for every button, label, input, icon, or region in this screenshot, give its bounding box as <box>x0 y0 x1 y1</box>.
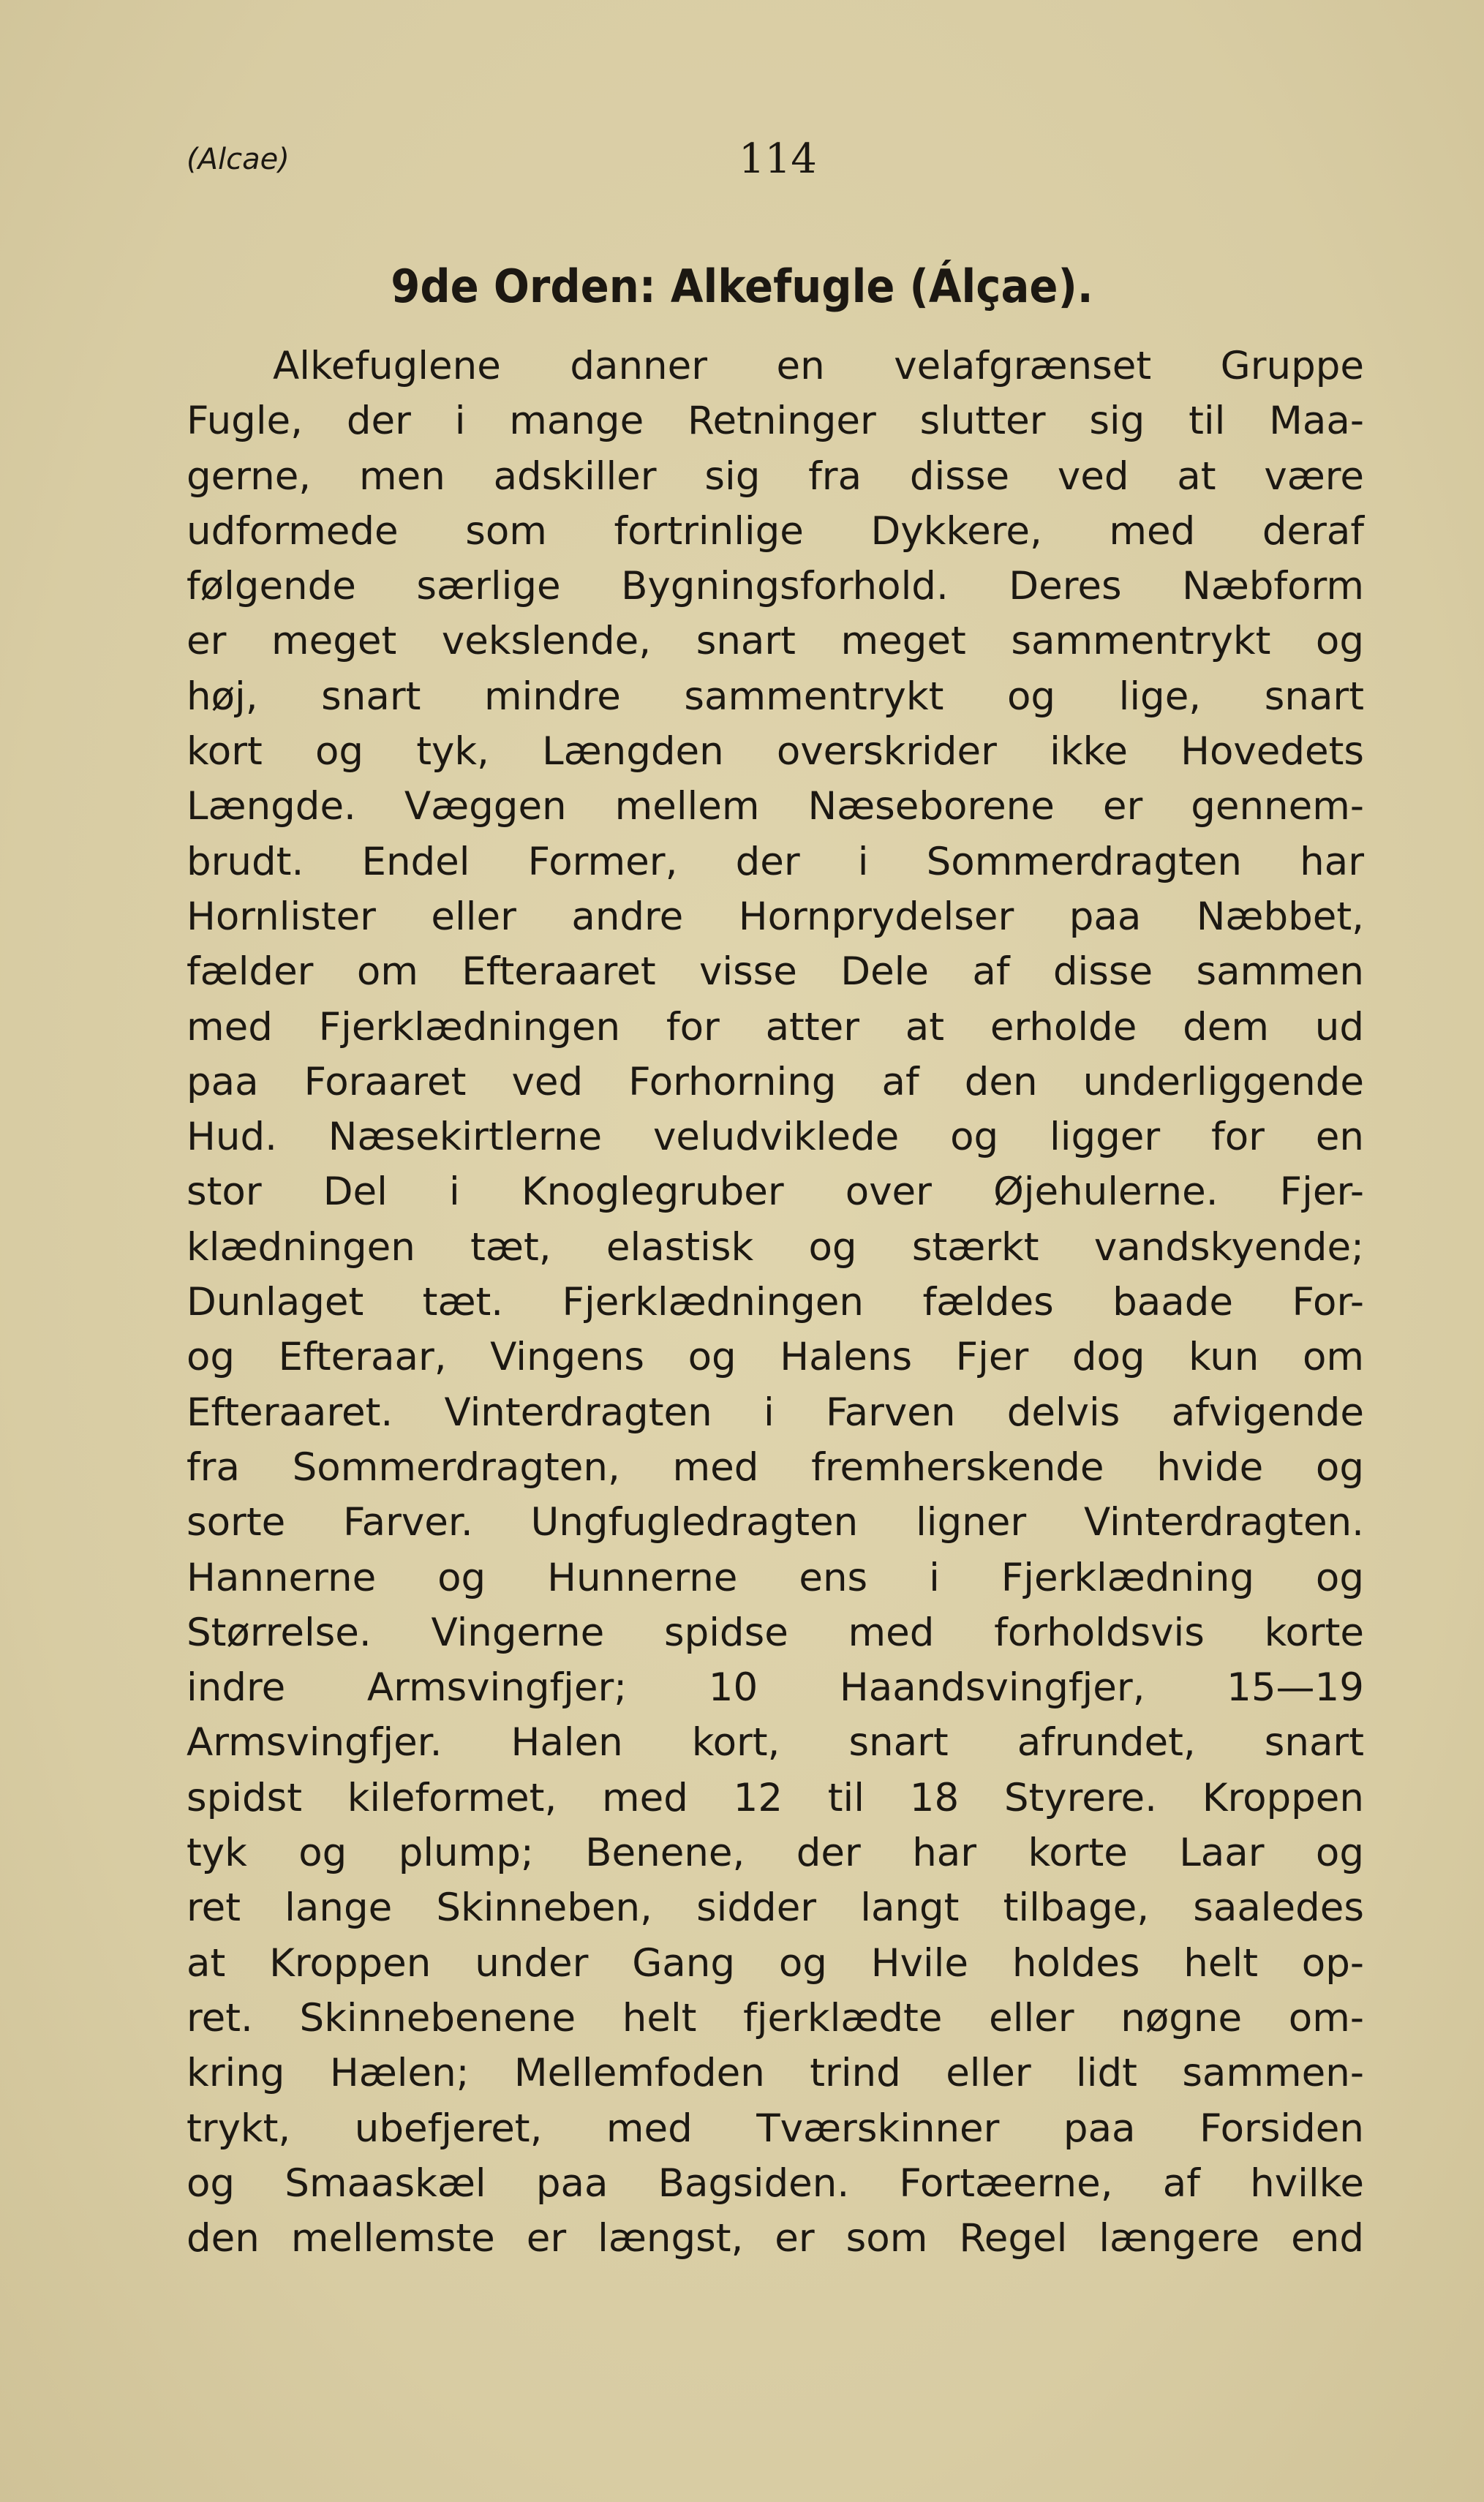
text-line: fra Sommerdragten, med fremherskende hvide og <box>187 1444 1364 1490</box>
text-line: brudt. Endel Former, der i Sommerdragten har <box>187 839 1364 884</box>
text-line: og Efteraar, Vingens og Halens Fjer dog kun om <box>187 1335 1364 1380</box>
text-line: trykt, ubefjeret, med Tværskinner paa Forsiden <box>187 2106 1364 2151</box>
text-line: og Smaaskæl paa Bagsiden. Fortæerne, af hvilke <box>187 2160 1364 2206</box>
text-line: ret lange Skinneben, sidder langt tilbage, saaledes <box>187 1885 1364 1931</box>
chapter-title: 9de Orden: Alkefugle (Álçae). <box>391 260 1093 313</box>
text-line: med Fjerklædningen for atter at erholde dem ud <box>187 1004 1364 1050</box>
text-line: fælder om Efteraaret visse Dele af disse sammen <box>187 949 1364 995</box>
text-line: Hornlister eller andre Hornprydelser paa Næbbet, <box>187 894 1364 939</box>
text-line: høj, snart mindre sammentrykt og lige, snart <box>187 674 1364 719</box>
text-line: Længde. Væggen mellem Næseborene er gennem- <box>187 784 1364 829</box>
page-number: 114 <box>739 135 817 183</box>
text-line: Alkefuglene danner en velafgrænset Gruppe <box>273 344 1364 388</box>
running-label: (Alcae) <box>187 143 290 176</box>
running-header <box>0 135 1484 186</box>
text-line: Armsvingfjer. Halen kort, snart afrundet, snart <box>187 1720 1364 1766</box>
text-line: Fugle, der i mange Retninger slutter sig til Maa- <box>187 399 1364 444</box>
text-line: Dunlaget tæt. Fjerklædningen fældes baade For- <box>187 1280 1364 1325</box>
text-line: den mellemste er længst, er som Regel længere end <box>187 2216 1364 2261</box>
text-line: at Kroppen under Gang og Hvile holdes helt op- <box>187 1940 1364 1986</box>
text-line: klædningen tæt, elastisk og stærkt vandskyende; <box>187 1224 1364 1270</box>
text-line: spidst kileformet, med 12 til 18 Styrere. Kroppen <box>187 1775 1364 1820</box>
text-line: Efteraaret. Vinterdragten i Farven delvis afvigende <box>187 1390 1364 1435</box>
text-line: er meget vekslende, snart meget sammentrykt og <box>187 619 1364 664</box>
text-line: indre Armsvingfjer; 10 Haandsvingfjer, 15—19 <box>187 1665 1364 1711</box>
text-line: ret. Skinnebenene helt fjerklædte eller nøgne om- <box>187 1995 1364 2041</box>
text-line: paa Foraaret ved Forhorning af den underliggende <box>187 1059 1364 1104</box>
text-line: Hud. Næsekirtlerne veludviklede og ligger for en <box>187 1115 1364 1160</box>
text-line: kort og tyk, Længden overskrider ikke Hovedets <box>187 729 1364 775</box>
text-line: Hannerne og Hunnerne ens i Fjerklædning og <box>187 1555 1364 1600</box>
text-line: udformede som fortrinlige Dykkere, med deraf <box>187 508 1364 554</box>
text-line: gerne, men adskiller sig fra disse ved at være <box>187 453 1364 499</box>
text-line: sorte Farver. Ungfugledragten ligner Vinterdragten. <box>187 1500 1364 1545</box>
text-line: stor Del i Knoglegruber over Øjehulerne. Fjer- <box>187 1169 1364 1215</box>
text-line: kring Hælen; Mellemfoden trind eller lidt sammen- <box>187 2051 1364 2096</box>
text-line: Størrelse. Vingerne spidse med forholdsvis korte <box>187 1610 1364 1655</box>
text-line: tyk og plump; Benene, der har korte Laar og <box>187 1831 1364 1876</box>
text-line: følgende særlige Bygningsforhold. Deres Næbform <box>187 564 1364 609</box>
body-text <box>187 339 1364 2266</box>
